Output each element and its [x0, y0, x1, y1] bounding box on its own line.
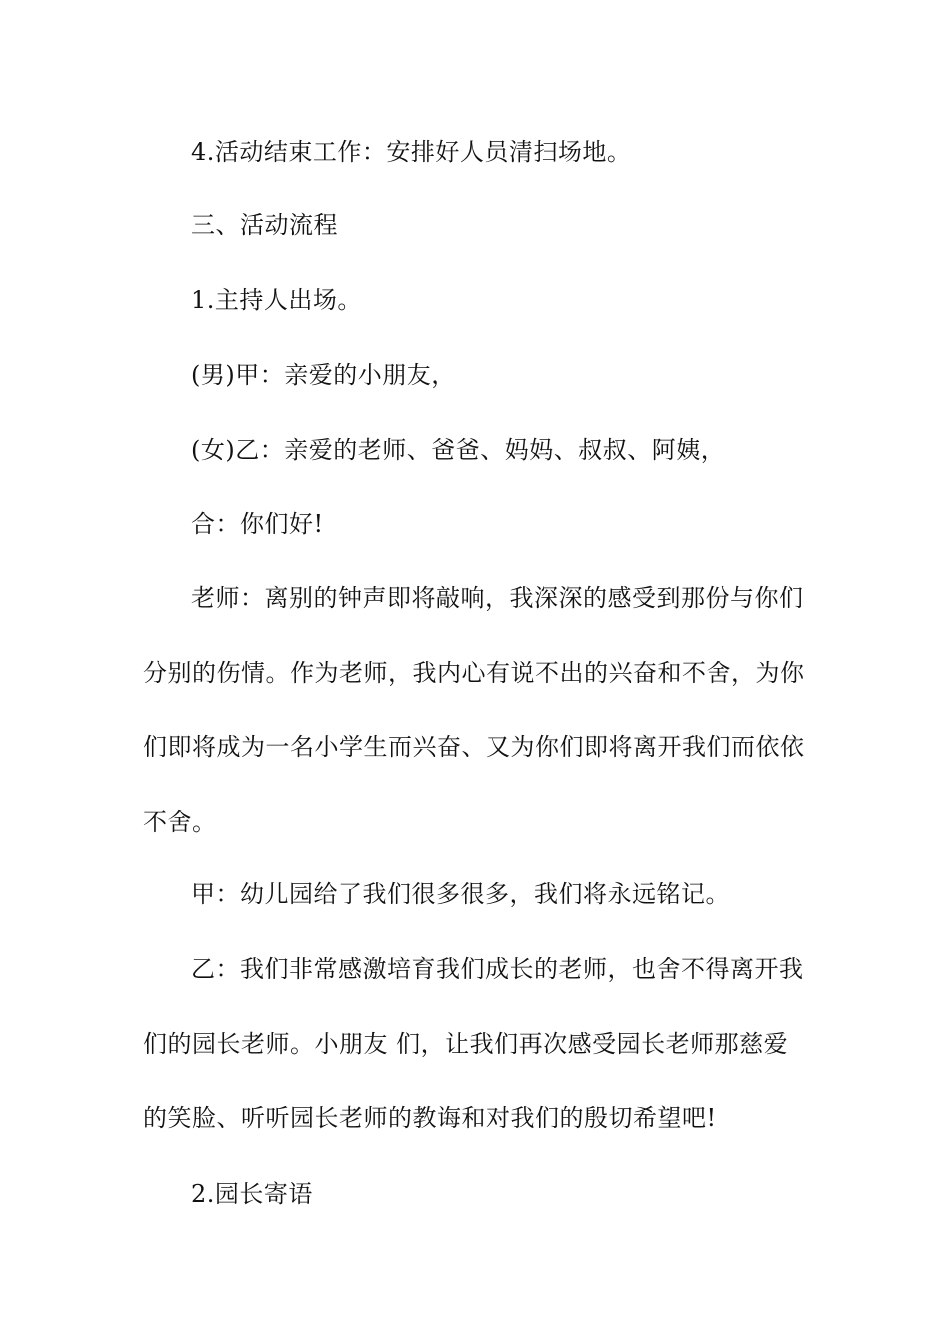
- paragraph-host-entrance: 1.主持人出场。: [191, 286, 362, 314]
- dialogue-line-yi: 乙：我们非常感激培育我们成长的老师，也舍不得离开我们的园长老师。小朋友 们，让我们再次感受园长老师那慈爱的笑脸、听听园长老师的教诲和对我们的殷切希望吧!: [143, 955, 804, 1132]
- paragraph-principal-message: 2.园长寄语: [191, 1180, 313, 1208]
- paragraph-cleanup-work: 4.活动结束工作：安排好人员清扫场地。: [191, 138, 632, 166]
- dialogue-line-together: 合：你们好!: [191, 510, 324, 538]
- dialogue-line-male-host: (男)甲：亲爱的小朋友，: [191, 361, 456, 389]
- dialogue-line-female-host: (女)乙：亲爱的老师、爸爸、妈妈、叔叔、阿姨，: [191, 436, 726, 464]
- dialogue-line-teacher: 老师：离别的钟声即将敲响，我深深的感受到那份与你们分别的伤情。作为老师，我内心有说不出的兴奋和不舍，为你们即将成为一名小学生而兴奋、又为你们即将离开我们而依依不舍。: [143, 584, 805, 836]
- dialogue-line-jia: 甲：幼儿园给了我们很多很多，我们将永远铭记。: [191, 880, 730, 908]
- section-heading-activity-process: 三、活动流程: [191, 211, 338, 239]
